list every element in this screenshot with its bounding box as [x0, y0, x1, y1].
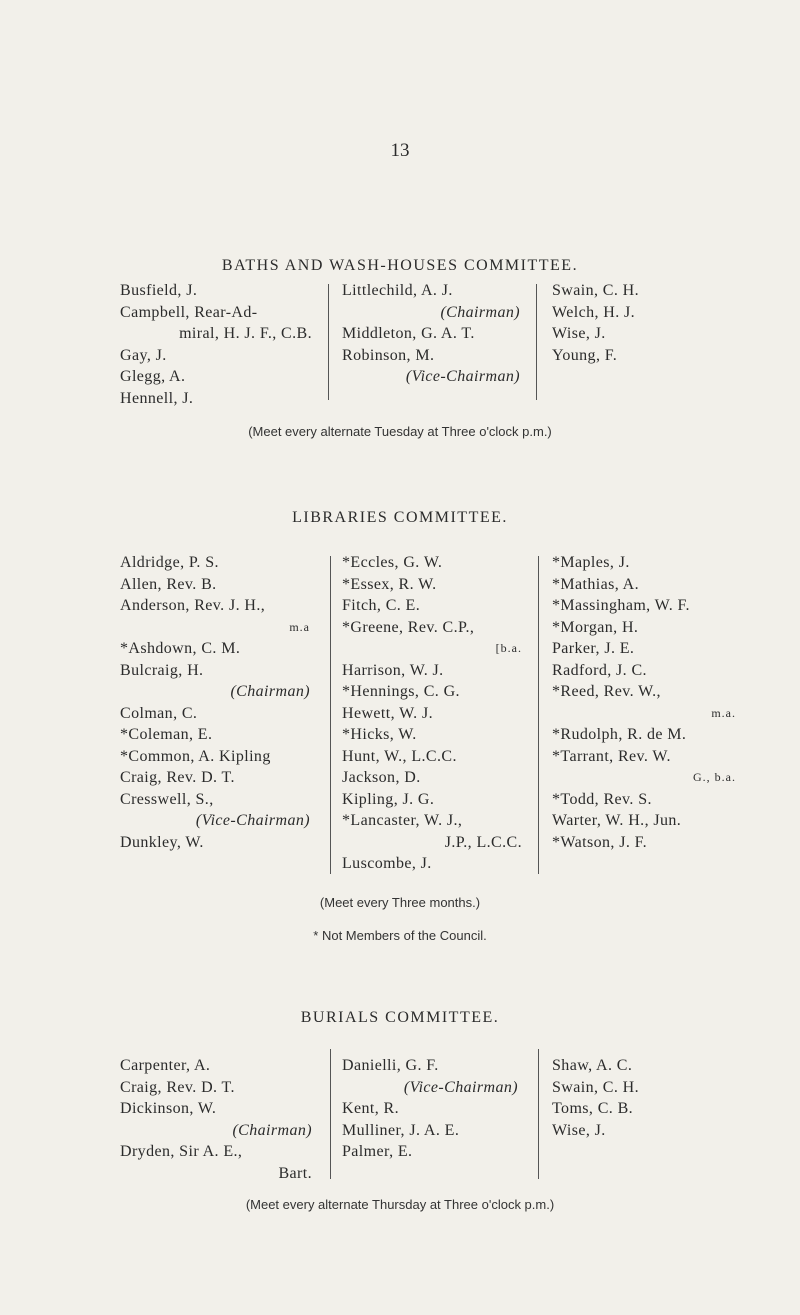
- baths-committee: [0, 255, 800, 277]
- member-line: *Hicks, W.: [342, 726, 417, 743]
- member-line: (Chairman): [440, 303, 520, 321]
- libraries-committee-title: LIBRARIES COMMITTEE.: [292, 509, 508, 526]
- member-line: Colman, C.: [120, 704, 198, 722]
- member-line: Young, F.: [552, 346, 618, 364]
- member-line: Craig, Rev. D. T.: [120, 1078, 235, 1096]
- member-line: *Tarrant, Rev. W.: [552, 747, 671, 765]
- member-line: Hewett, W. J.: [342, 704, 433, 722]
- member-line: Radford, J. C.: [552, 661, 647, 679]
- libraries-committee: [0, 507, 800, 529]
- member-line: Parker, J. E.: [552, 640, 635, 657]
- libraries-col-1: [120, 552, 310, 853]
- member-line: Bulcraig, H.: [120, 661, 204, 679]
- member-line: *Reed, Rev. W.,: [552, 683, 661, 700]
- member-line: *Rudolph, R. de M.: [552, 726, 687, 743]
- burials-committee: [0, 1007, 800, 1029]
- member-line: Wise, J.: [552, 1121, 606, 1139]
- member-line: Hennell, J.: [120, 389, 194, 407]
- burials-col-2: [342, 1055, 518, 1163]
- member-line: Welch, H. J.: [552, 303, 636, 321]
- member-line: G., b.a.: [693, 770, 736, 784]
- member-line: Harrison, W. J.: [342, 661, 444, 679]
- member-line: Robinson, M.: [342, 346, 435, 364]
- column-divider: [328, 284, 329, 400]
- member-line: Wise, J.: [552, 325, 606, 342]
- member-line: *Morgan, H.: [552, 618, 639, 636]
- column-divider: [538, 1049, 539, 1179]
- burials-col-3: [552, 1055, 702, 1141]
- member-line: Campbell, Rear-Ad-: [120, 303, 258, 321]
- member-line: Glegg, A.: [120, 368, 186, 385]
- member-line: Cresswell, S.,: [120, 790, 214, 808]
- member-line: Dryden, Sir A. E.,: [120, 1143, 243, 1160]
- member-line: Busfield, J.: [120, 282, 198, 299]
- burials-col-1: [120, 1055, 312, 1184]
- member-line: Gay, J.: [120, 346, 167, 364]
- member-line: Warter, W. H., Jun.: [552, 812, 682, 829]
- libraries-col-2: [342, 552, 522, 875]
- baths-meeting-note: (Meet every alternate Tuesday at Three o'clock p.m.): [248, 424, 552, 439]
- column-divider: [330, 1049, 331, 1179]
- member-line: Allen, Rev. B.: [120, 575, 217, 593]
- member-line: (Vice-Chairman): [195, 812, 310, 829]
- member-line: Littlechild, A. J.: [342, 282, 453, 299]
- column-divider: [538, 556, 539, 874]
- member-line: (Vice-Chairman): [405, 368, 520, 385]
- member-line: Carpenter, A.: [120, 1057, 211, 1074]
- member-line: [b.a.: [495, 641, 522, 655]
- member-line: Swain, C. H.: [552, 1078, 640, 1096]
- libraries-col-3: [552, 552, 736, 853]
- member-line: J.P., L.C.C.: [444, 833, 522, 851]
- member-line: *Ashdown, C. M.: [120, 640, 241, 657]
- member-line: *Watson, J. F.: [552, 833, 648, 851]
- member-line: Luscombe, J.: [342, 855, 432, 872]
- member-line: *Coleman, E.: [120, 726, 213, 743]
- member-line: Aldridge, P. S.: [120, 554, 219, 571]
- member-line: Kipling, J. G.: [342, 790, 435, 808]
- member-line: Jackson, D.: [342, 769, 421, 786]
- member-line: (Chairman): [230, 683, 310, 700]
- council-footnote: * Not Members of the Council.: [313, 928, 487, 943]
- member-line: *Greene, Rev. C.P.,: [342, 618, 475, 636]
- member-line: m.a.: [711, 705, 736, 720]
- member-line: m.a: [289, 619, 310, 634]
- member-line: miral, H. J. F., C.B.: [179, 325, 312, 342]
- member-line: Fitch, C. E.: [342, 597, 421, 614]
- libraries-meeting-note: (Meet every Three months.): [319, 895, 481, 910]
- burials-meeting-note: (Meet every alternate Thursday at Three o'clock p.m.): [245, 1197, 555, 1212]
- member-line: *Massingham, W. F.: [552, 597, 690, 614]
- member-line: Dunkley, W.: [120, 833, 204, 851]
- page-number: 13: [390, 140, 410, 161]
- member-line: *Essex, R. W.: [342, 575, 437, 593]
- member-line: Swain, C. H.: [552, 282, 640, 299]
- member-line: Bart.: [278, 1164, 312, 1182]
- member-line: Danielli, G. F.: [342, 1057, 439, 1074]
- member-line: *Todd, Rev. S.: [552, 790, 652, 808]
- member-line: Kent, R.: [342, 1100, 399, 1117]
- member-line: Dickinson, W.: [120, 1100, 217, 1117]
- burials-committee-title: BURIALS COMMITTEE.: [300, 1009, 500, 1026]
- member-line: Toms, C. B.: [552, 1100, 634, 1117]
- member-line: *Common, A. Kipling: [120, 747, 271, 765]
- member-line: Craig, Rev. D. T.: [120, 769, 235, 786]
- member-line: *Eccles, G. W.: [342, 554, 443, 571]
- column-divider: [330, 556, 331, 874]
- baths-committee-title: BATHS AND WASH-HOUSES COMMITTEE.: [221, 257, 579, 274]
- baths-col-3: [552, 280, 702, 366]
- member-line: Mulliner, J. A. E.: [342, 1121, 460, 1139]
- member-line: *Mathias, A.: [552, 575, 640, 593]
- member-line: *Maples, J.: [552, 554, 630, 571]
- member-line: Shaw, A. C.: [552, 1057, 633, 1074]
- member-line: (Chairman): [232, 1121, 312, 1139]
- member-line: *Lancaster, W. J.,: [342, 812, 463, 829]
- member-line: Hunt, W., L.C.C.: [342, 747, 457, 765]
- member-line: Palmer, E.: [342, 1143, 413, 1160]
- member-line: Middleton, G. A. T.: [342, 325, 475, 342]
- column-divider: [536, 284, 537, 400]
- baths-col-1: [120, 280, 312, 409]
- member-line: *Hennings, C. G.: [342, 683, 460, 700]
- baths-col-2: [342, 280, 520, 388]
- member-line: (Vice-Chairman): [403, 1078, 518, 1096]
- member-line: Anderson, Rev. J. H.,: [120, 597, 266, 614]
